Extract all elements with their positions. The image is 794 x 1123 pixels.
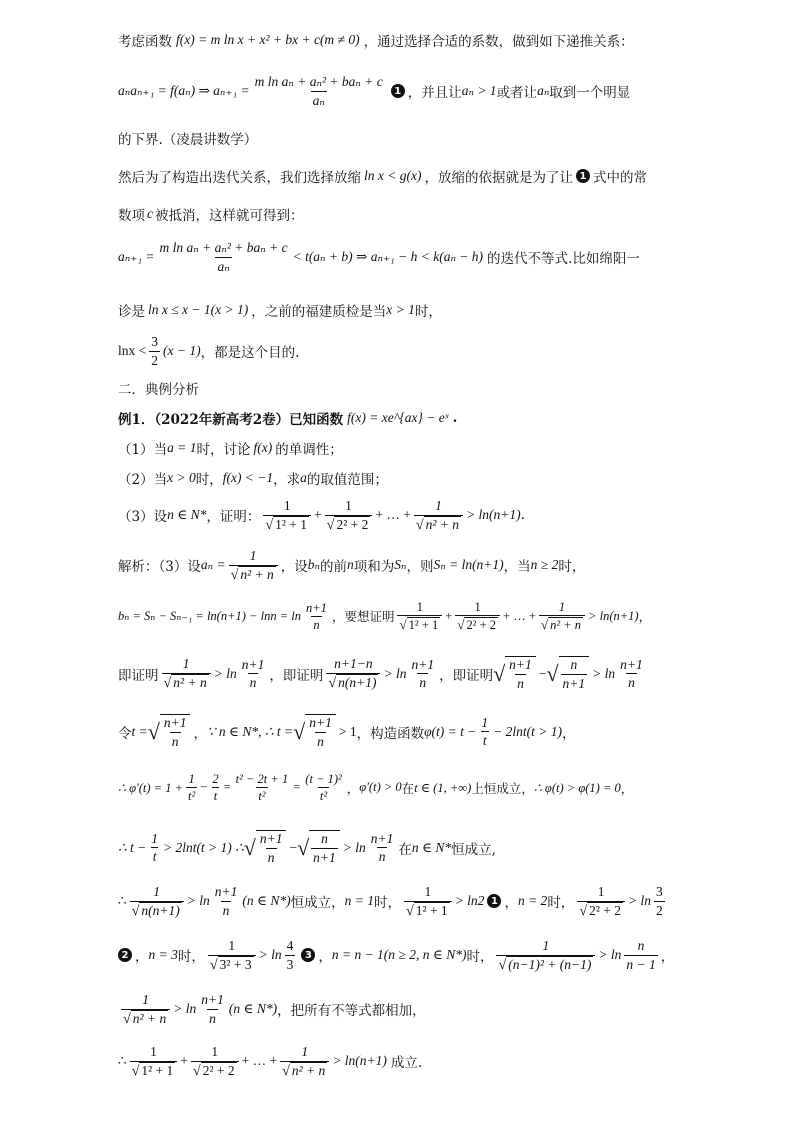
sol3-a-frac: $\frac{1}{\text{√ n² + n}}$	[162, 656, 211, 691]
recurrence-fraction	[253, 74, 385, 108]
sol4-one-over-t: $\frac{1}{t}$	[481, 714, 489, 749]
line3-text: 的下界.（凌晨讲数学）	[118, 132, 258, 148]
sol9-cond: (n ∈ N*)	[228, 1001, 278, 1017]
sol8-frac-43: $\frac{4}{3}$	[286, 938, 294, 972]
sol6-cond: n ∈ N*	[411, 839, 452, 855]
q2-label: （2）当	[118, 472, 168, 488]
sol3-b-rhs: > ln	[383, 665, 407, 681]
section-title	[118, 378, 694, 398]
sol10-pre: ∴	[118, 1053, 127, 1069]
example-end: .	[452, 410, 458, 426]
sol7-ln2: > ln	[628, 893, 652, 909]
q1-cond: a = 1	[167, 440, 197, 455]
line7-pre: 诊是	[118, 304, 145, 320]
solution-line-4: 令 t = √ $\frac{n+1}{n}$ ， ∵ n ∈ N*, ∴ t = √ $\frac{n+1}{n}$ > 1 ，构造函数 φ(t) = t − $\frac{1}{t}$ − 2lnt(t > 1) ，	[118, 714, 576, 749]
line1-post: ，通过选择合适的系数，做到如下递推关系：	[363, 34, 634, 50]
sol8-p2: 时，	[177, 949, 205, 966]
q2-ineq: f(x) < −1	[222, 470, 274, 485]
iter-rhs: < t(aₙ + b) ⇒ aₙ₊₁ − h < k(aₙ − h)	[292, 249, 484, 265]
sol10-term-n: $\frac{1}{\text{√ n² + n}}$	[280, 1044, 329, 1079]
sol5-interval: t ∈ (1, +∞)	[414, 780, 472, 795]
sol8-p4: 时，	[466, 949, 494, 966]
solution-line-2: bₙ = Sₙ − Sₙ₋₁ = ln(n+1) − lnn = ln $\frac{n+1}{n}$ ，要想证明 $\frac{1}{\text{√ 1² + 1}}$ + $\frac{1}{\text{√ 2² + 2}}$ + … + $\frac{1}{\text{√ n² + n}}$ > ln(n+1) ，	[118, 600, 652, 633]
sol10-post: 成立.	[390, 1055, 423, 1072]
q2-var: a	[300, 470, 307, 485]
sol7-pre: ∴	[118, 893, 127, 909]
sol5-frac2: $\frac{2}{t}$	[212, 772, 219, 804]
sol6-p2: 恒成立,	[451, 841, 496, 858]
line4-mid: ，放缩的依据就是为了让	[424, 170, 573, 186]
q3-label: （3）设	[118, 509, 168, 526]
q1-func: f(x)	[253, 440, 273, 455]
solution-line-8	[118, 938, 694, 973]
q3-term-1: $\frac{1}{\text{√ 1² + 1}}$	[263, 498, 311, 533]
bound-formula: ln x < g(x)	[364, 168, 422, 183]
sol1-label: 解析：（3）设	[118, 559, 201, 576]
sol2-term-n: $\frac{1}{\text{√ n² + n}}$	[539, 600, 585, 633]
condition-1: aₙ > 1	[461, 83, 497, 99]
question-2	[118, 468, 694, 488]
sol4-t: t =	[131, 723, 148, 739]
sol7-frac: $\frac{1}{√ n(n+1)}$	[130, 884, 184, 919]
sol6-rhs: > 2lnt(t > 1) ∴	[162, 839, 244, 855]
sol3-c-frac3: $\frac{n+1}{n}$	[620, 656, 643, 691]
sol2-frac: $\frac{n+1}{n}$	[306, 600, 327, 632]
sol7-p2: 时，	[373, 895, 401, 912]
line5-post: 被抵消，这样就可得到：	[155, 208, 304, 224]
fraction-denominator: aₙ	[312, 92, 325, 108]
q3-rhs: > ln(n+1)	[466, 507, 521, 523]
sol7-ln1: > ln2	[454, 893, 485, 909]
sol7-frac-32: $\frac{3}{2}$	[656, 884, 663, 918]
sol3-c-frac2: $\frac{n}{n+1}$	[559, 656, 590, 691]
question-1	[118, 438, 694, 458]
q3-cond: n ∈ N*	[167, 507, 207, 523]
circled-marker-1b: 1	[576, 169, 590, 183]
iter-lhs: aₙ₊₁ =	[118, 249, 155, 265]
sol6-frac2: $\frac{n}{n+1}$	[309, 830, 340, 865]
circled-marker-s3: 3	[301, 948, 315, 962]
function-formula: f(x) = m ln x + x² + bx + c(m ≠ 0)	[176, 32, 360, 47]
recurrence-lhs: aₙaₙ₊₁ = f(aₙ) ⇒ aₙ₊₁ =	[118, 83, 250, 99]
sol10-term-1: $\frac{1}{\text{√ 1² + 1}}$	[130, 1044, 178, 1079]
sol9-frac2: $\frac{n+1}{n}$	[201, 992, 224, 1026]
sol8-lnn: > ln	[598, 947, 622, 963]
lnx-lt: lnx <	[118, 343, 147, 359]
sol10-term-2: $\frac{1}{\text{√ 2² + 2}}$	[191, 1044, 239, 1079]
sol4-p1: 令	[118, 725, 132, 742]
sol7-frac2: $\frac{n+1}{n}$	[214, 884, 238, 918]
sol4-phi: φ(t) = t −	[424, 723, 477, 739]
fraction-numerator: m ln aₙ + aₙ² + baₙ + c	[254, 74, 383, 89]
sol8-p1: ，	[135, 949, 149, 966]
sol6-ln: > ln	[342, 839, 366, 855]
sol8-frac-n3: $\frac{1}{\text{√ 3² + 3}}$	[208, 938, 256, 973]
line1-pre: 考虑函数	[118, 34, 172, 50]
q1-mid: 时，讨论	[196, 442, 251, 458]
sol2-lhs: bₙ = Sₙ − Sₙ₋₁ = ln(n+1) − lnn = ln	[118, 609, 301, 624]
text-line-6	[118, 240, 694, 274]
sol7-cond: (n ∈ N*)	[242, 893, 291, 909]
sol5-p1: 在	[401, 780, 415, 796]
q3-end: .	[520, 507, 525, 524]
solution-line-10: ∴ $\frac{1}{\text{√ 1² + 1}}$ + $\frac{1}{\text{√ 2² + 2}}$ + … + $\frac{1}{\text{√ n² + n}}$ > ln(n+1) 成立.	[118, 1044, 423, 1079]
mianyang-formula: ln x ≤ x − 1(x > 1)	[148, 302, 249, 317]
sol8-n3: n = 3	[148, 947, 178, 963]
sol6-frac1: $\frac{n+1}{n}$	[256, 830, 287, 865]
sol1-n: n	[347, 557, 354, 573]
sol8-frac-nn: $\frac{1}{\text{√ (n−1)² + (n−1)}}$	[496, 938, 595, 973]
sol7-p3: 时，	[547, 895, 575, 912]
line4-post: 式中的常	[592, 170, 647, 186]
sol4-p2: ，	[193, 725, 207, 742]
sol7-ln: > ln	[186, 893, 210, 909]
sol3-p3: ，即证明	[439, 667, 494, 684]
solution-line-1	[118, 548, 694, 583]
line2-post2: 或者让	[496, 85, 538, 102]
sol2-term-1: $\frac{1}{\text{√ 1² + 1}}$	[397, 600, 442, 633]
sol4-frac2: $\frac{n+1}{n}$	[305, 714, 336, 749]
sol1-p3: 项和为	[353, 559, 395, 576]
sol9-ln: > ln	[173, 1001, 197, 1017]
example-label: 例1．（2022年新高考2卷）已知函数	[118, 412, 344, 428]
sol2-rhs: > ln(n+1)	[588, 608, 639, 623]
circled-marker-s2: 2	[118, 948, 132, 962]
line7-mid: ，之前的福建质检是当	[251, 304, 387, 320]
sol8-frac-nn1: $\frac{n}{n - 1}$	[626, 938, 656, 972]
solution-line-7	[118, 884, 694, 919]
sol1-sn2: Sₙ = ln(n+1)	[433, 557, 504, 573]
sol8-nn: n = n − 1(n ≥ 2, n ∈ N*)	[331, 947, 467, 963]
q3-mid: ，证明：	[206, 509, 261, 526]
fujian-condition: x > 1	[386, 302, 415, 317]
sol4-frac: $\frac{n+1}{n}$	[160, 714, 191, 749]
line2-post3: 取到一个明显	[549, 85, 631, 102]
sol5-frac4: $\frac{\text{(t − 1)²}}{\text{t²}}$	[305, 772, 342, 804]
sol4-gt: > 1	[338, 723, 357, 739]
sol1-p4: ，则	[406, 559, 434, 576]
q3-dots: + … +	[375, 507, 411, 523]
text-line-2	[118, 74, 694, 108]
sol6-frac3: $\frac{n+1}{n}$	[370, 830, 394, 865]
text-line-1	[118, 30, 694, 50]
sol1-sn: Sₙ	[394, 557, 407, 573]
var-c: c	[147, 206, 153, 221]
sol8-ln3: > ln	[258, 947, 282, 963]
q2-post2: 的取值范围；	[306, 472, 388, 488]
three-halves	[149, 334, 160, 368]
example-1-heading	[118, 408, 694, 428]
sol1-p6: 时，	[558, 559, 586, 576]
question-3: （3）设 n ∈ N* ，证明： $\frac{1}{\text{√ 1² + 1}}$ + $\frac{1}{\text{√ 2² + 2}}$ + … + $\frac{1}{\text{√ n² + n}}$ > ln(n+1) .	[118, 498, 525, 533]
example-function: f(x) = xe^{ax} − eˣ	[347, 410, 449, 425]
sol10-rhs: > ln(n+1)	[332, 1053, 387, 1069]
text-line-7	[118, 300, 694, 320]
q2-cond: x > 0	[167, 470, 196, 485]
q1-label: （1）当	[118, 442, 168, 458]
sol3-p1: 即证明	[118, 667, 159, 684]
sol3-b-frac: $\frac{n+1-n}{√ n(n+1)}$	[326, 656, 380, 691]
q3-term-2: $\frac{1}{\text{√ 2² + 2}}$	[325, 498, 373, 533]
sol9-post: ，把所有不等式都相加，	[277, 1003, 426, 1020]
sol1-p1: ，设	[280, 559, 308, 576]
sol3-c-rhs: > ln	[592, 665, 616, 681]
sol4-phi2: − 2lnt(t > 1)	[493, 723, 562, 739]
sol7-n2: n = 2	[517, 893, 548, 909]
sol2-end: ，	[638, 609, 652, 625]
sol7-sep: ，	[504, 895, 518, 912]
sol7-p1: 恒成立，	[290, 895, 345, 912]
fraction-numerator: m ln aₙ + aₙ² + baₙ + c	[159, 240, 288, 255]
sol5-frac3: $\frac{\text{t² − 2t + 1}}{\text{t²}}$	[235, 772, 289, 804]
sol3-p2: ，即证明	[269, 667, 324, 684]
line4-pre: 然后为了构造出迭代关系，我们选择放缩	[118, 170, 361, 186]
circled-marker-s1: 1	[487, 894, 501, 908]
solution-line-3: 即证明 $\frac{1}{\text{√ n² + n}}$ > ln $\frac{n+1}{n}$ ，即证明 $\frac{n+1-n}{√ n(n+1)}$ > ln $\frac{n+1}{n}$ ，即证明 √ $\frac{n+1}{n}$ − √ $\frac{n}{n+1}$ > ln $\frac{n+1}{n}$	[118, 656, 643, 691]
sol7-frac-n1: $\frac{1}{\text{√ 1² + 1}}$	[404, 884, 452, 919]
circled-marker-1: 1	[391, 84, 405, 98]
sol1-bn: bₙ	[307, 557, 320, 573]
sol7-n1: n = 1	[344, 893, 374, 909]
sol5-lhs: ∴ φ′(t) = 1 +	[118, 780, 184, 795]
q2-mid: 时，	[195, 472, 223, 488]
section-title-text: 二．典例分析	[118, 382, 199, 398]
sol3-minus: −	[538, 665, 547, 681]
sol6-p1: 在	[398, 841, 412, 858]
sol5-frac1: $\frac{1}{\text{t²}}$	[188, 772, 196, 804]
text-line-5	[118, 204, 694, 224]
sol5-end: ，	[620, 780, 634, 796]
line2-post1: ，并且让	[407, 85, 462, 102]
q2-post: ，求	[273, 472, 301, 488]
fraction-denominator: 2	[151, 352, 158, 368]
text-line-8	[118, 334, 694, 368]
sol1-an: aₙ =	[200, 557, 226, 573]
sol1-cond: n ≥ 2	[530, 557, 559, 573]
sol9-frac: $\frac{1}{\text{√ n² + n}}$	[121, 992, 170, 1027]
fraction-denominator: aₙ	[217, 258, 230, 274]
sol6-lhs: ∴ t −	[118, 839, 147, 855]
line6-post: 的迭代不等式.比如绵阳一	[487, 251, 640, 268]
text-line-4	[118, 166, 694, 186]
text-line-3	[118, 128, 694, 148]
sol4-cond: ∵ n ∈ N*, ∴ t =	[206, 723, 294, 739]
sol8-p3: ，	[318, 949, 332, 966]
q1-post: 的单调性；	[275, 442, 343, 458]
sol6-frac-1t: $\frac{1}{t}$	[151, 830, 158, 865]
sol7-frac-n2: $\frac{1}{\text{√ 2² + 2}}$	[577, 884, 625, 919]
sol5-mid: ，	[346, 780, 360, 796]
line8-post: ，都是这个目的.	[200, 345, 300, 362]
sol2-mid: ，要想证明	[331, 609, 395, 625]
sol8-end: ，	[660, 949, 675, 966]
iter-fraction	[158, 240, 290, 274]
sol1-frac: $\frac{1}{\text{√ n² + n}}$	[229, 548, 278, 583]
line5-pre: 数项	[118, 208, 145, 224]
solution-line-6: ∴ t − $\frac{1}{t}$ > 2lnt(t > 1) ∴ √ $\frac{n+1}{n}$ − √ $\frac{n}{n+1}$ > ln $\frac{n+1}{n}$ 在 n ∈ N* 恒成立,	[118, 830, 496, 865]
sol2-dots: + … +	[503, 608, 536, 623]
sol5-res: ∴ φ(t) > φ(1) = 0	[533, 780, 621, 795]
sol3-b-frac2: $\frac{n+1}{n}$	[411, 656, 435, 691]
fraction-numerator: 3	[151, 334, 158, 349]
sol4-p3: ，构造函数	[356, 725, 425, 742]
sol2-term-2: $\frac{1}{\text{√ 2² + 2}}$	[455, 600, 500, 633]
sol3-a-frac2: $\frac{n+1}{n}$	[241, 656, 265, 691]
solution-line-5: ∴ φ′(t) = 1 + $\frac{1}{\text{t²}}$ − $\frac{2}{t}$ = $\frac{\text{t² − 2t + 1}}{\text{t²}}$ = $\frac{\text{(t − 1)²}}{\text{t²}}$ ， φ′(t) > 0 在 t ∈ (1, +∞) 上恒成立， ∴ φ(t) > φ(1) = 0 ，	[118, 772, 634, 804]
sol10-dots: + … +	[241, 1053, 278, 1069]
condition-2: aₙ	[537, 83, 550, 99]
sol4-end: ，	[561, 725, 576, 742]
sol3-a-rhs: > ln	[213, 665, 237, 681]
sol1-p5: ，当	[503, 559, 531, 576]
x-minus-1: (x − 1)	[163, 343, 201, 359]
sol5-p2: 上恒成立，	[471, 780, 534, 796]
sol1-p2: 的前	[320, 559, 347, 576]
sol5-deriv: φ′(t) > 0	[359, 780, 402, 795]
q3-term-n: $\frac{1}{\text{√ n² + n}}$	[414, 498, 463, 533]
sol3-c-frac1: $\frac{n+1}{n}$	[505, 656, 536, 691]
line7-post: 时，	[414, 304, 442, 320]
solution-line-9	[118, 992, 694, 1027]
